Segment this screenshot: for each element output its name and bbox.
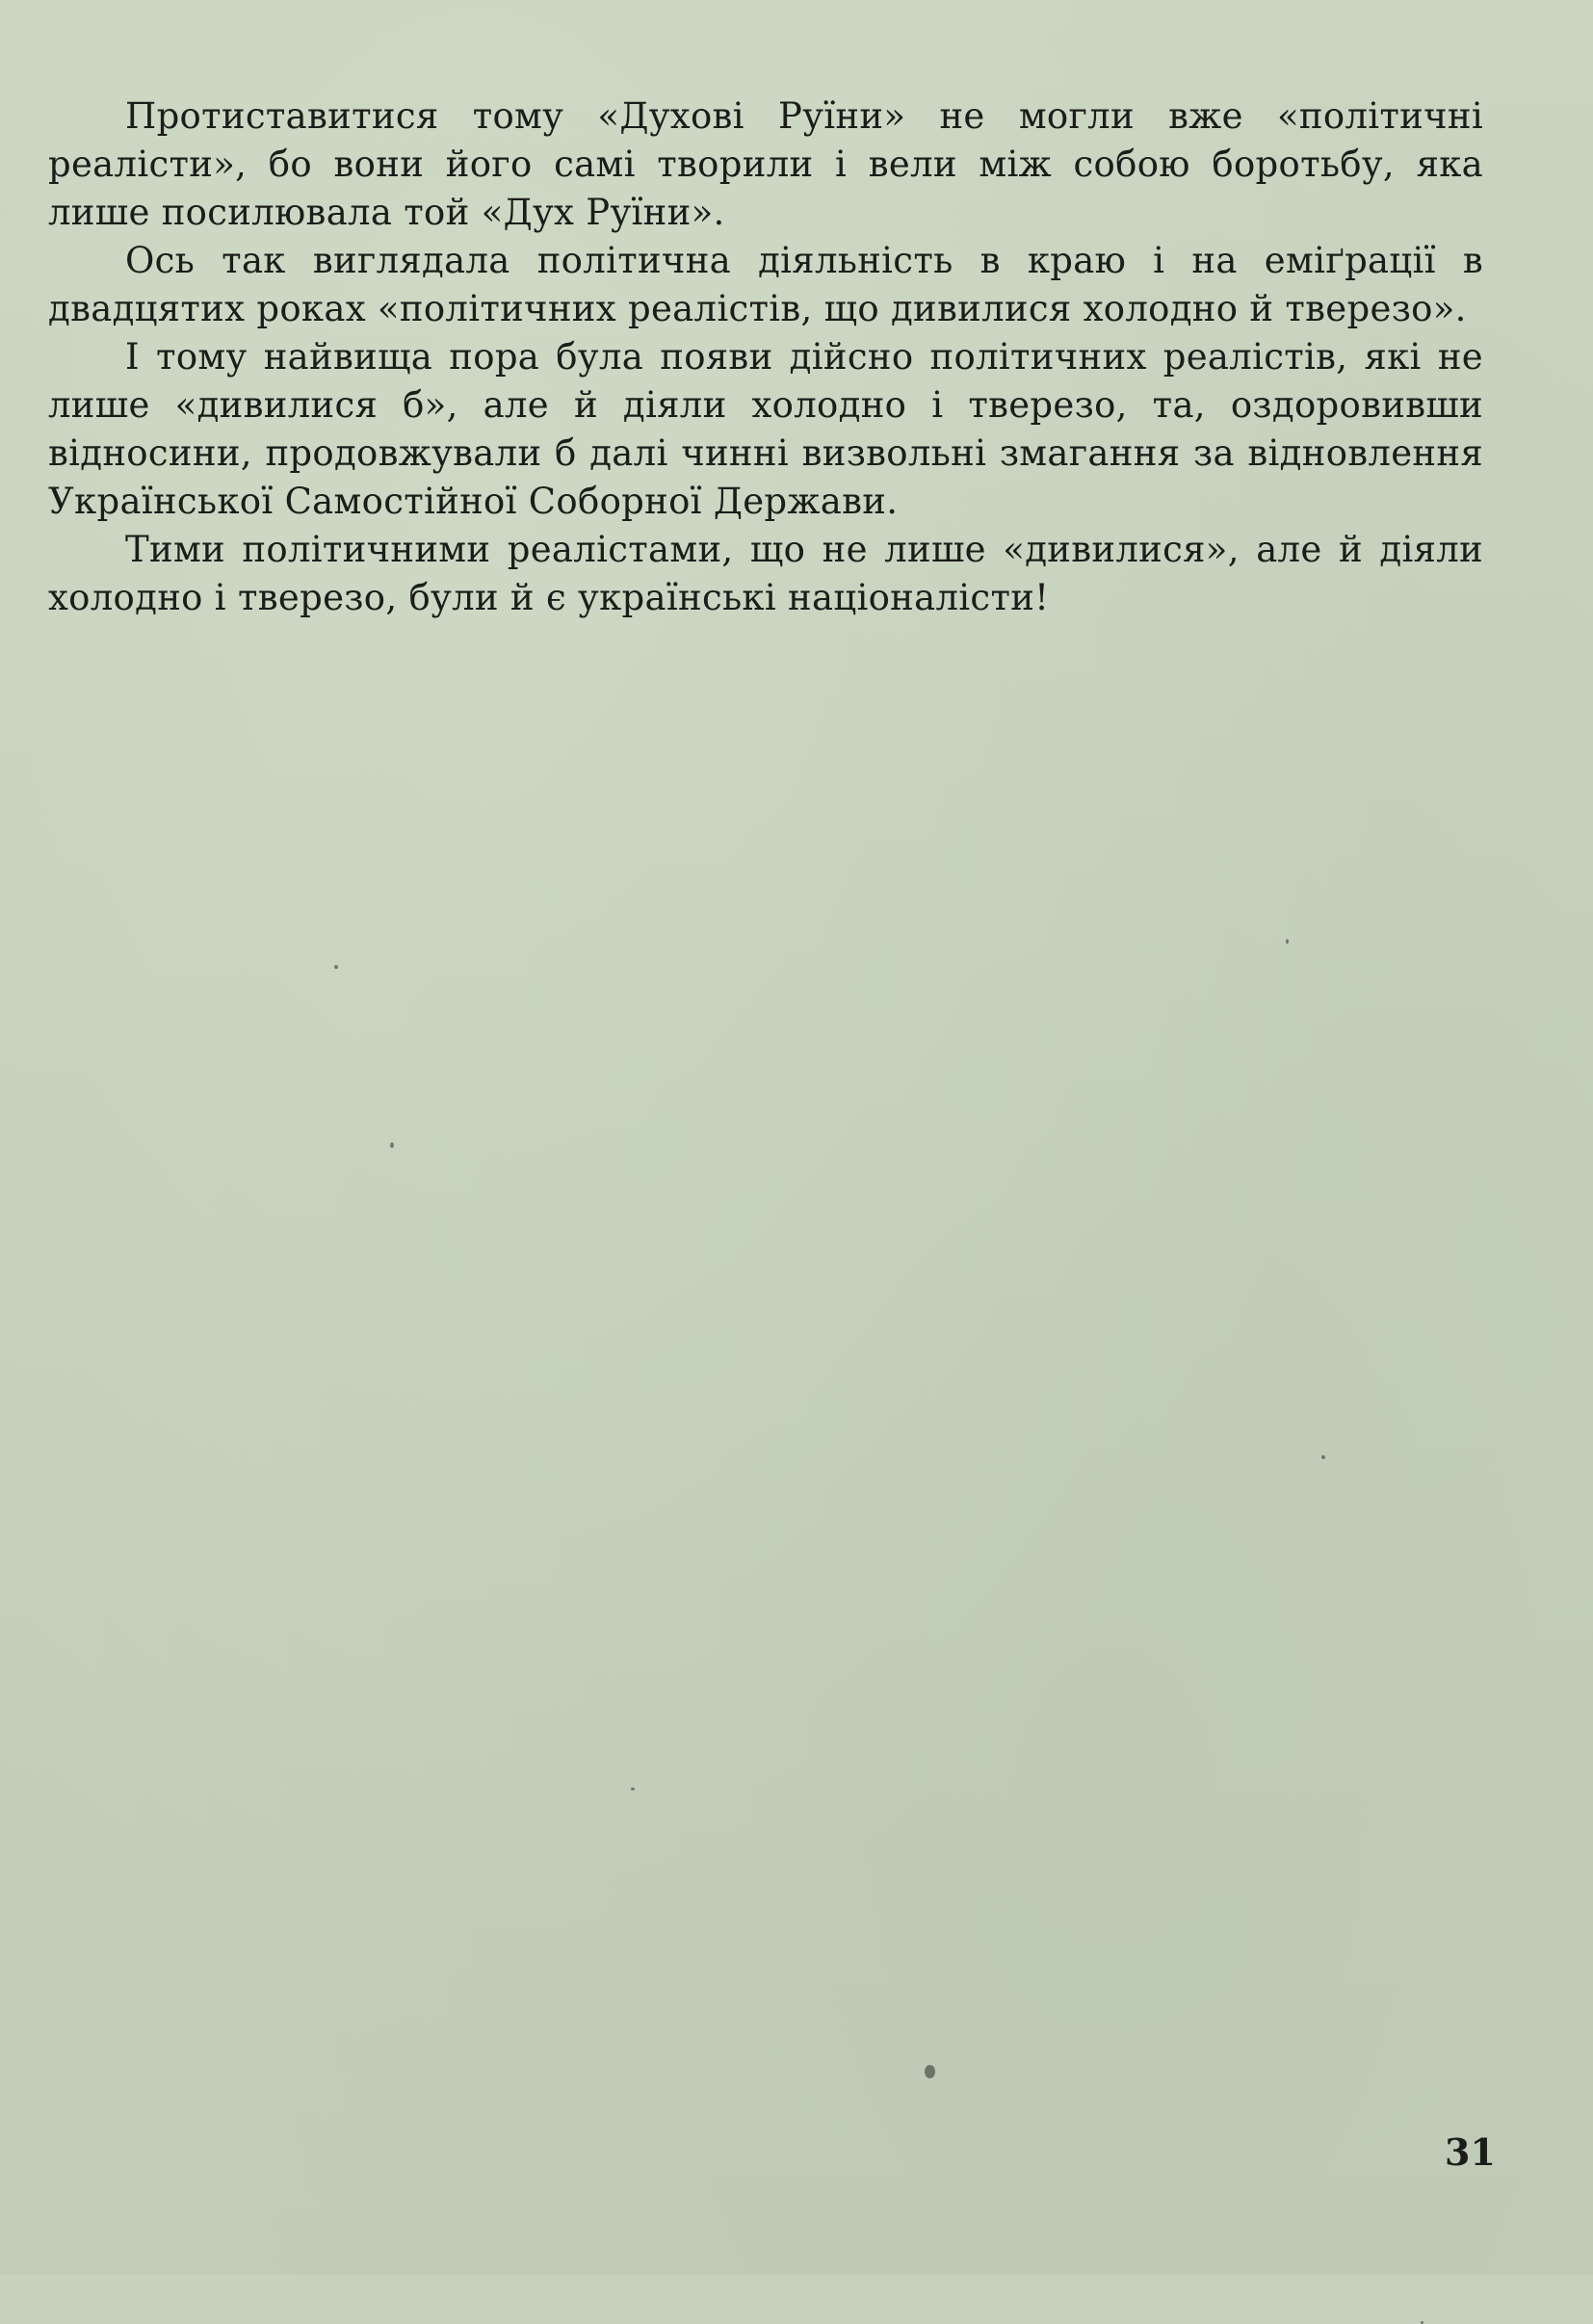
paper-speck [334, 965, 338, 969]
paragraph-4: Тими політичними реалістами, що не лише «дивилися», але й діяли холодно і тверезо, були й є українські націоналісти! [48, 529, 1483, 618]
paragraph-3: І тому найвища пора була появи дійсно політичних реалістів, які не лише «дивилися б», але й діяли холодно і тверезо, та, оздоровивши відносини, продовжували б далі чинні визвольні змагання за відновлення Української Самостійної Соборної Держави. [48, 336, 1483, 522]
paper-speck [1321, 1455, 1325, 1459]
paragraph-2: Ось так виглядала політична діяльність в краю і на еміґрації в двадцятих роках «політичних реалістів, що дивилися холодно й тверезо». [48, 240, 1483, 329]
paragraph-1: Протиставитися тому «Духові Руїни» не могли вже «політичні реалісти», бо вони його самі творили і вели між собою боротьбу, яка лише посилювала той «Дух Руїни». [48, 95, 1483, 233]
paper-speck [1286, 939, 1289, 944]
paper-speck [390, 1142, 394, 1148]
page-number: 31 [1445, 2130, 1496, 2174]
paper-speck [925, 2065, 935, 2078]
body-text [48, 92, 1483, 622]
paper-speck [631, 1788, 635, 1790]
